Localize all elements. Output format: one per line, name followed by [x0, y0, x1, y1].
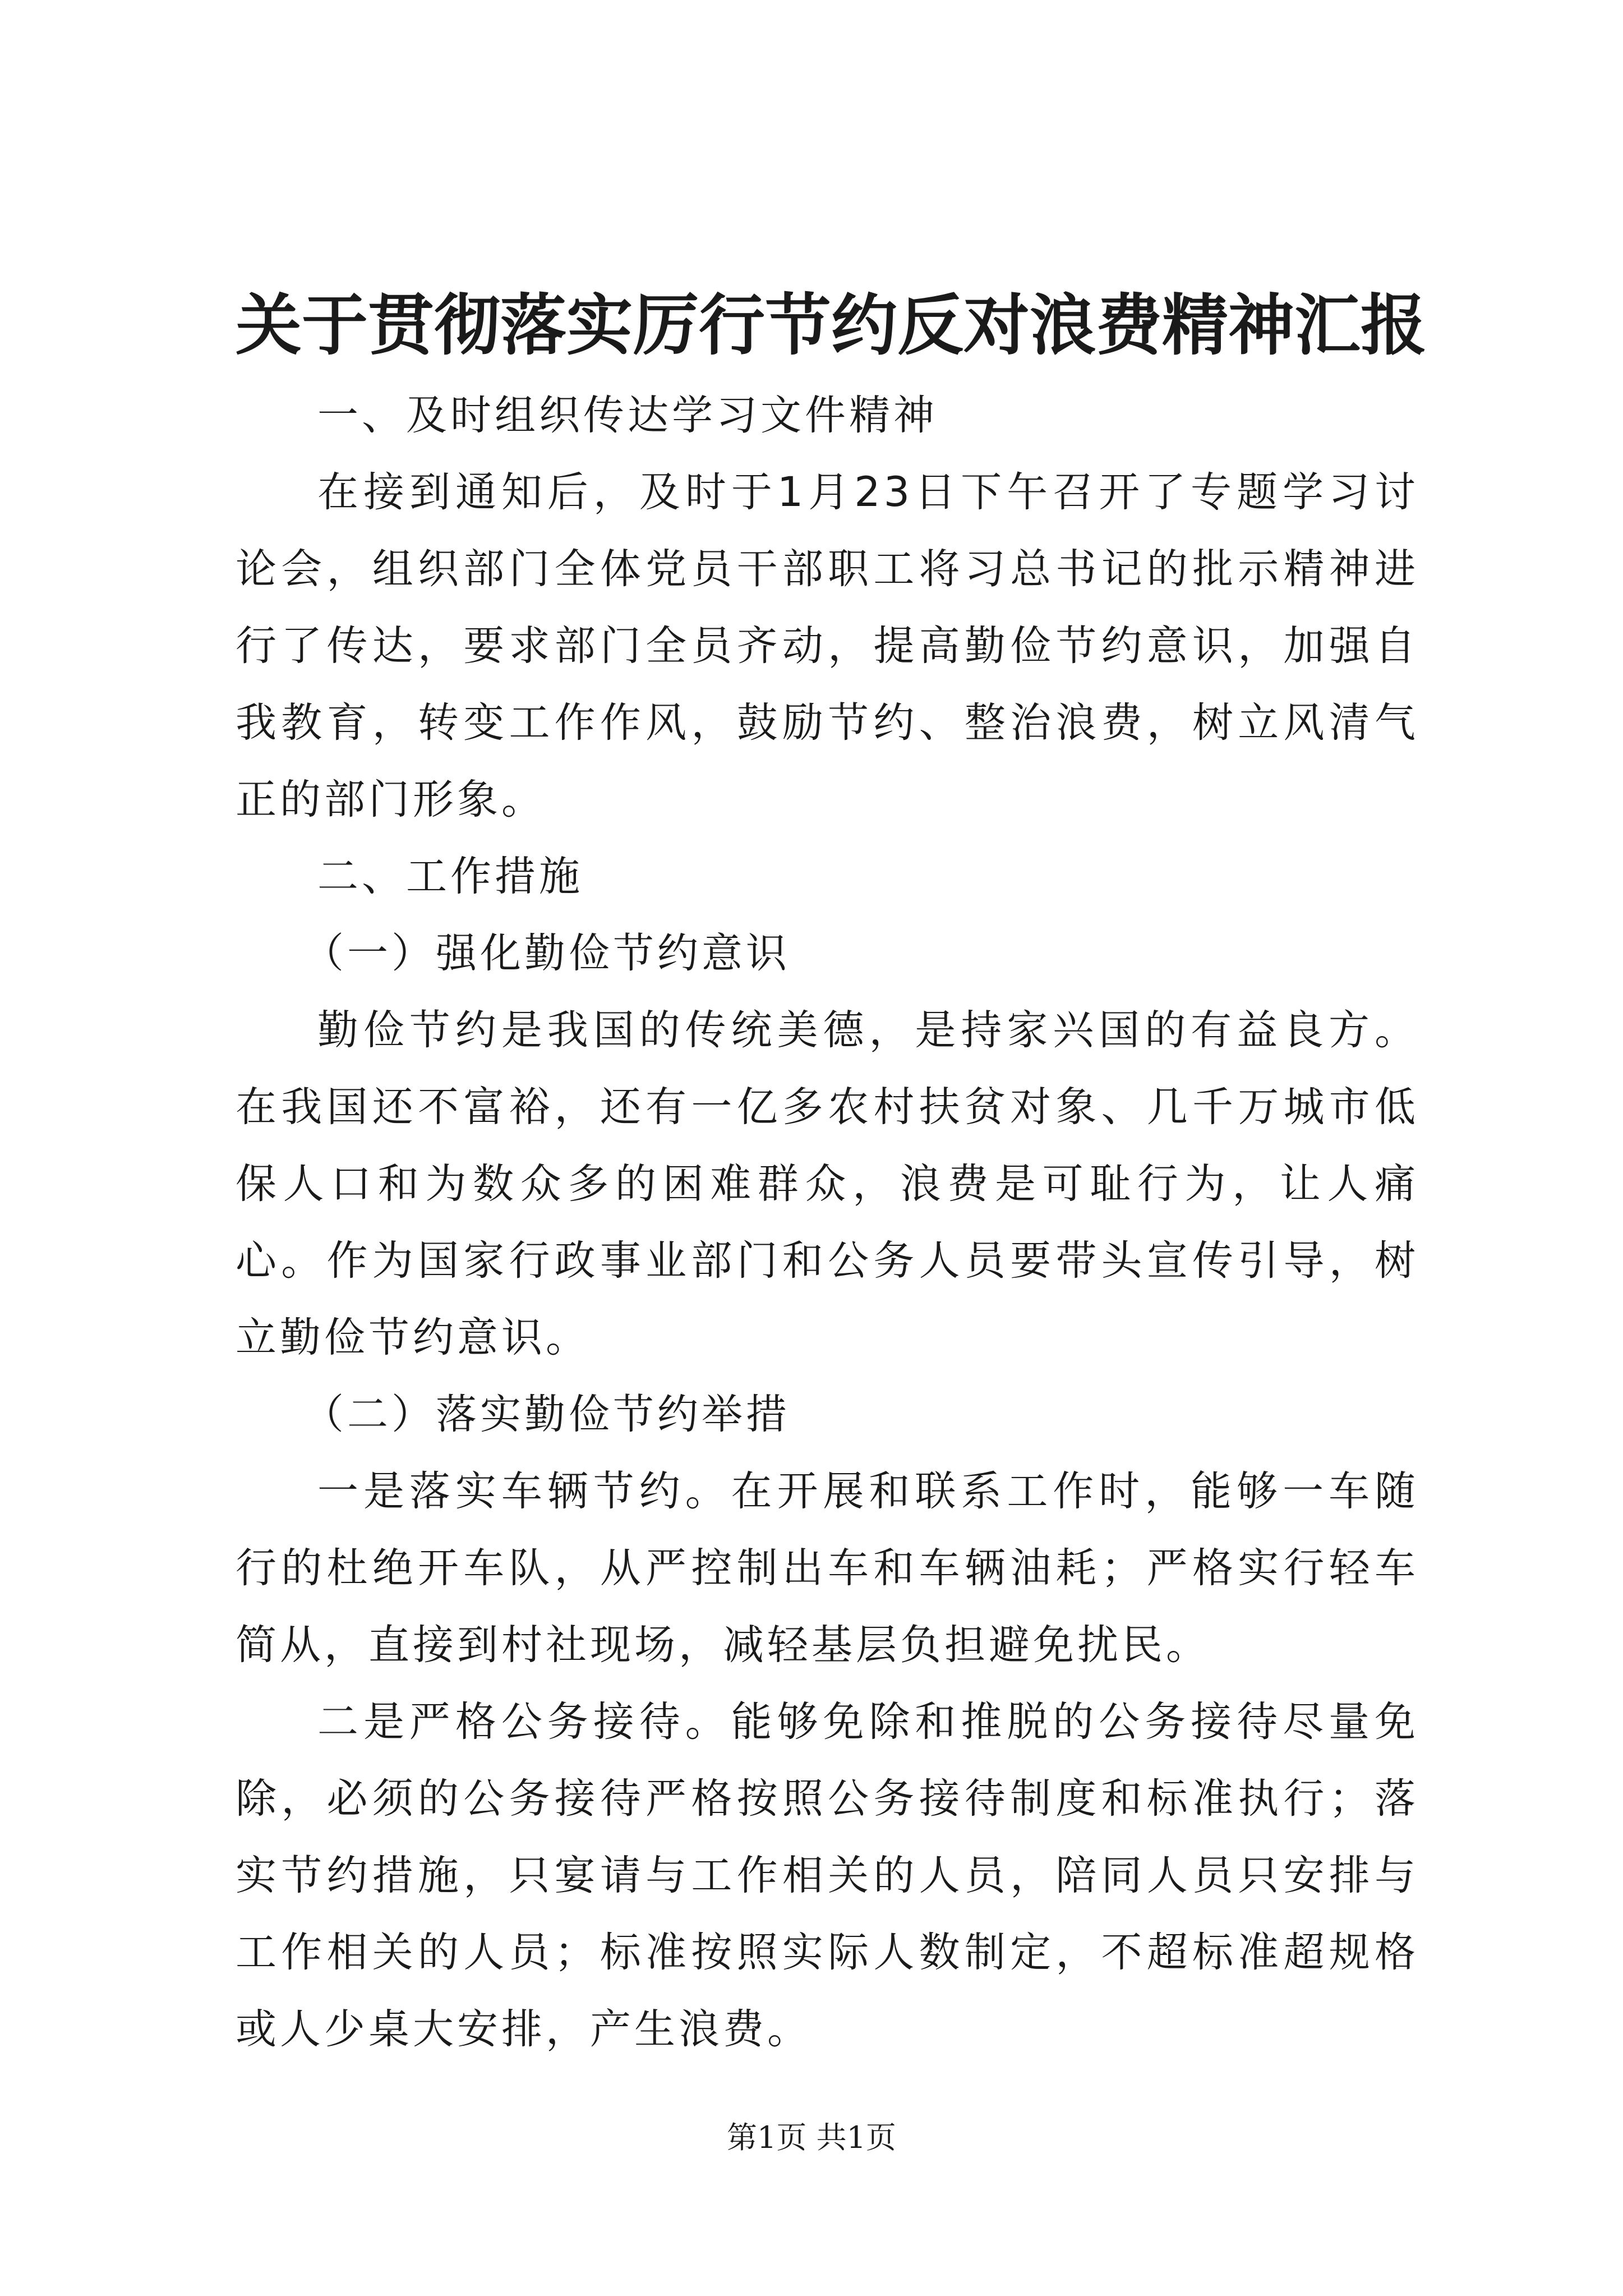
paragraph-study-meeting: 在接到通知后，及时于1月23日下午召开了专题学习讨论会，组织部门全体党员干部职工将习总书记的批示精神进行了传达，要求部门全员齐动，提高勤俭节约意识，加强自我教育，转变工作作风，鼓励节约、整治浪费，树立风清气正的部门形象。: [236, 468, 1419, 823]
subsection-heading-2: （二）落实勤俭节约举措: [303, 1391, 790, 1438]
section-heading-1: 一、及时组织传达学习文件精神: [317, 392, 938, 439]
subsection-heading-1: （一）强化勤俭节约意识: [303, 930, 790, 977]
paragraph-official-reception: 二是严格公务接待。能够免除和推脱的公务接待尽量免除，必须的公务接待严格按照公务接待制度和标准执行；落实节约措施，只宴请与工作相关的人员，陪同人员只安排与工作相关的人员；标准按照实际人数制定，不超标准超规格或人少桌大安排，产生浪费。: [236, 1698, 1419, 2053]
document-body: [236, 377, 1419, 2068]
paragraph-frugality-awareness: 勤俭节约是我国的传统美德，是持家兴国的有益良方。在我国还不富裕，还有一亿多农村扶贫对象、几千万城市低保人口和为数众多的困难群众，浪费是可耻行为，让人痛心。作为国家行政事业部门和公务人员要带头宣传引导，树立勤俭节约意识。: [236, 1006, 1419, 1361]
paragraph-vehicle-saving: 一是落实车辆节约。在开展和联系工作时，能够一车随行的杜绝开车队，从严控制出车和车辆油耗；严格实行轻车简从，直接到村社现场，减轻基层负担避免扰民。: [236, 1467, 1419, 1669]
section-heading-2: 二、工作措施: [317, 853, 583, 900]
page-footer: 第1页 共1页: [727, 2120, 896, 2155]
document-title: 关于贯彻落实厉行节约反对浪费精神汇报: [236, 286, 1427, 364]
